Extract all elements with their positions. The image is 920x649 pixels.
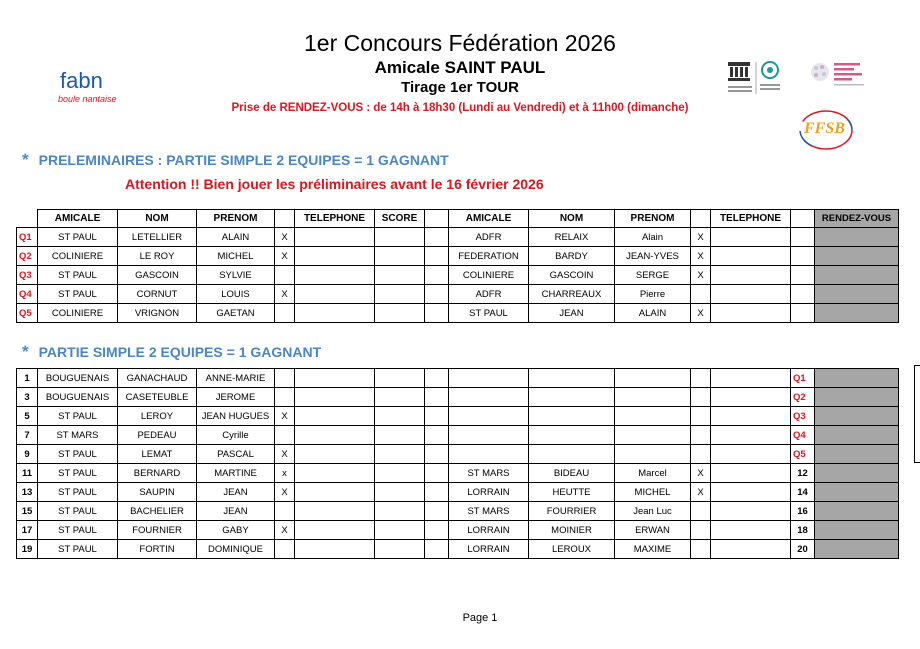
x-cell-2 xyxy=(691,426,711,445)
nom-cell: BERNARD xyxy=(118,464,197,483)
nom-cell: LEROY xyxy=(118,407,197,426)
row-id: Q3 xyxy=(17,266,38,285)
amicale-cell: ST PAUL xyxy=(38,228,118,247)
x-cell-2 xyxy=(691,502,711,521)
nom-cell-2: MOINIER xyxy=(529,521,615,540)
blank-cell-2 xyxy=(791,304,815,323)
prenom-cell-2: Marcel xyxy=(615,464,691,483)
blank-cell-2 xyxy=(791,228,815,247)
telephone-cell-2 xyxy=(711,228,791,247)
telephone-cell xyxy=(295,407,375,426)
score-cell xyxy=(375,540,425,559)
x-cell: X xyxy=(275,445,295,464)
telephone-cell-2 xyxy=(711,483,791,502)
rendez-vous-ref: 12 xyxy=(791,464,815,483)
nom-cell-2 xyxy=(529,426,615,445)
amicale-cell-2: LORRAIN xyxy=(449,540,529,559)
blank-cell-2 xyxy=(791,247,815,266)
score-cell xyxy=(375,426,425,445)
x-cell xyxy=(275,540,295,559)
rendez-vous-cell xyxy=(815,247,899,266)
amicale-cell: ST PAUL xyxy=(38,521,118,540)
nom-cell: LETELLIER xyxy=(118,228,197,247)
score-cell xyxy=(375,304,425,323)
prenom-cell: GABY xyxy=(197,521,275,540)
x-cell: X xyxy=(275,521,295,540)
amicale-cell: ST PAUL xyxy=(38,540,118,559)
page-edge-fragment xyxy=(914,365,920,463)
score-cell xyxy=(375,369,425,388)
row-id: Q2 xyxy=(17,247,38,266)
blank-cell xyxy=(425,502,449,521)
row-id: 19 xyxy=(17,540,38,559)
blank-cell xyxy=(425,228,449,247)
blank-cell xyxy=(425,426,449,445)
col-prenom: PRENOM xyxy=(197,210,275,228)
col-prenom-2: PRENOM xyxy=(615,210,691,228)
nom-cell-2: RELAIX xyxy=(529,228,615,247)
nom-cell: FOURNIER xyxy=(118,521,197,540)
x-cell-2: X xyxy=(691,304,711,323)
x-cell: x xyxy=(275,464,295,483)
amicale-cell: ST PAUL xyxy=(38,502,118,521)
table-row xyxy=(17,228,899,247)
rendez-vous-cell xyxy=(815,407,899,426)
telephone-cell xyxy=(295,285,375,304)
table-row xyxy=(17,407,899,426)
prenom-cell-2: Alain xyxy=(615,228,691,247)
row-id: 17 xyxy=(17,521,38,540)
col-telephone-2: TELEPHONE xyxy=(711,210,791,228)
x-cell-2: X xyxy=(691,247,711,266)
telephone-cell xyxy=(295,369,375,388)
rendez-vous-cell xyxy=(815,445,899,464)
nom-cell-2: FOURRIER xyxy=(529,502,615,521)
prenom-cell: ALAIN xyxy=(197,228,275,247)
x-cell xyxy=(275,426,295,445)
telephone-cell xyxy=(295,426,375,445)
prenom-cell: JEAN HUGUES xyxy=(197,407,275,426)
telephone-cell xyxy=(295,266,375,285)
prenom-cell: JEROME xyxy=(197,388,275,407)
table-row xyxy=(17,304,899,323)
x-cell-2 xyxy=(691,407,711,426)
table-row xyxy=(17,483,899,502)
rendez-vous-ref: Q5 xyxy=(791,445,815,464)
col-blank xyxy=(425,210,449,228)
rendez-vous-cell xyxy=(815,502,899,521)
telephone-cell xyxy=(295,464,375,483)
tour-label: Tirage 1er TOUR xyxy=(401,79,519,96)
table-row xyxy=(17,502,899,521)
row-id: Q4 xyxy=(17,285,38,304)
blank-cell xyxy=(425,445,449,464)
nom-cell-2: JEAN xyxy=(529,304,615,323)
nom-cell: LE ROY xyxy=(118,247,197,266)
row-id: 1 xyxy=(17,369,38,388)
prenom-cell-2 xyxy=(615,388,691,407)
blank-cell-2 xyxy=(791,266,815,285)
prenom-cell-2: Pierre xyxy=(615,285,691,304)
x-cell: X xyxy=(275,247,295,266)
score-cell xyxy=(375,521,425,540)
star-icon: * xyxy=(22,150,29,169)
prenom-cell-2 xyxy=(615,426,691,445)
x-cell-2: X xyxy=(691,483,711,502)
row-id: 3 xyxy=(17,388,38,407)
prenom-cell: JEAN xyxy=(197,502,275,521)
row-id: 7 xyxy=(17,426,38,445)
rendez-vous-ref: Q3 xyxy=(791,407,815,426)
rendez-vous-cell xyxy=(815,540,899,559)
telephone-cell-2 xyxy=(711,540,791,559)
score-cell xyxy=(375,464,425,483)
x-cell xyxy=(275,369,295,388)
nom-cell-2: BIDEAU xyxy=(529,464,615,483)
ffsb-logo xyxy=(796,108,856,152)
nom-cell: BACHELIER xyxy=(118,502,197,521)
table-row xyxy=(17,426,899,445)
telephone-cell-2 xyxy=(711,407,791,426)
amicale-cell-2: ST MARS xyxy=(449,464,529,483)
section-partie-simple-title: * PARTIE SIMPLE 2 EQUIPES = 1 GAGNANT xyxy=(22,342,322,361)
amicale-cell: BOUGUENAIS xyxy=(38,369,118,388)
nom-cell-2: LEROUX xyxy=(529,540,615,559)
telephone-cell-2 xyxy=(711,247,791,266)
x-cell xyxy=(275,266,295,285)
telephone-cell-2 xyxy=(711,388,791,407)
amicale-cell-2: ADFR xyxy=(449,285,529,304)
score-cell xyxy=(375,445,425,464)
warning-text: Attention !! Bien jouer les préliminaires avant le 16 février 2026 xyxy=(125,176,544,192)
prenom-cell-2: MAXIME xyxy=(615,540,691,559)
rendez-vous-ref: 14 xyxy=(791,483,815,502)
x-cell: X xyxy=(275,407,295,426)
nom-cell-2 xyxy=(529,407,615,426)
prenom-cell: SYLVIE xyxy=(197,266,275,285)
amicale-cell-2 xyxy=(449,388,529,407)
table-row xyxy=(17,464,899,483)
telephone-cell-2 xyxy=(711,285,791,304)
prenom-cell: PASCAL xyxy=(197,445,275,464)
score-cell xyxy=(375,502,425,521)
amicale-cell: ST PAUL xyxy=(38,445,118,464)
x-cell: X xyxy=(275,483,295,502)
prenom-cell-2: MICHEL xyxy=(615,483,691,502)
telephone-cell-2 xyxy=(711,304,791,323)
prenom-cell: ANNE-MARIE xyxy=(197,369,275,388)
telephone-cell-2 xyxy=(711,502,791,521)
x-cell-2: X xyxy=(691,266,711,285)
col-blank-2 xyxy=(791,210,815,228)
rendez-vous-cell xyxy=(815,228,899,247)
partie-simple-table xyxy=(16,368,899,559)
x-cell-2 xyxy=(691,388,711,407)
score-cell xyxy=(375,388,425,407)
telephone-cell xyxy=(295,304,375,323)
prenom-cell: MICHEL xyxy=(197,247,275,266)
rendez-vous-ref: Q4 xyxy=(791,426,815,445)
blank-cell xyxy=(425,407,449,426)
x-cell-2: X xyxy=(691,464,711,483)
x-cell-2: X xyxy=(691,228,711,247)
blank-cell-2 xyxy=(791,285,815,304)
patrimoine-logo xyxy=(808,60,888,96)
rendez-vous-cell xyxy=(815,304,899,323)
amicale-cell-2: ADFR xyxy=(449,228,529,247)
telephone-cell-2 xyxy=(711,266,791,285)
x-cell xyxy=(275,388,295,407)
row-id: 11 xyxy=(17,464,38,483)
blank-cell xyxy=(425,540,449,559)
blank-cell xyxy=(425,483,449,502)
nom-cell-2: GASCOIN xyxy=(529,266,615,285)
blank-cell xyxy=(425,266,449,285)
prenom-cell-2: ERWAN xyxy=(615,521,691,540)
rendez-vous-cell xyxy=(815,388,899,407)
blank-cell xyxy=(425,247,449,266)
amicale-cell-2: LORRAIN xyxy=(449,521,529,540)
section-preliminaires-title: * PRELEMINAIRES : PARTIE SIMPLE 2 EQUIPES = 1 GAGNANT xyxy=(22,150,449,169)
nom-cell: GANACHAUD xyxy=(118,369,197,388)
table-row xyxy=(17,388,899,407)
club-name: Amicale SAINT PAUL xyxy=(374,58,546,77)
prenom-cell: JEAN xyxy=(197,483,275,502)
appointment-info: Prise de RENDEZ-VOUS : de 14h à 18h30 (Lundi au Vendredi) et à 11h00 (dimanche) xyxy=(231,102,689,114)
col-x xyxy=(275,210,295,228)
x-cell: X xyxy=(275,285,295,304)
col-amicale: AMICALE xyxy=(38,210,118,228)
table-row xyxy=(17,521,899,540)
fabn-logo xyxy=(52,68,132,108)
table-row xyxy=(17,369,899,388)
score-cell xyxy=(375,407,425,426)
fabn-logo-text: fabn xyxy=(60,68,103,93)
prenom-cell-2 xyxy=(615,369,691,388)
prenom-cell: MARTINE xyxy=(197,464,275,483)
x-cell-2 xyxy=(691,369,711,388)
amicale-cell: ST PAUL xyxy=(38,285,118,304)
row-id: 15 xyxy=(17,502,38,521)
amicale-cell-2 xyxy=(449,407,529,426)
amicale-cell: ST PAUL xyxy=(38,483,118,502)
nom-cell-2: BARDY xyxy=(529,247,615,266)
nom-cell-2 xyxy=(529,369,615,388)
nom-cell: CORNUT xyxy=(118,285,197,304)
x-cell-2 xyxy=(691,540,711,559)
x-cell xyxy=(275,304,295,323)
nom-cell: CASETEUBLE xyxy=(118,388,197,407)
nom-cell: FORTIN xyxy=(118,540,197,559)
col-score: SCORE xyxy=(375,210,425,228)
blank-cell xyxy=(425,369,449,388)
telephone-cell-2 xyxy=(711,369,791,388)
nom-cell-2: CHARREAUX xyxy=(529,285,615,304)
nom-cell: SAUPIN xyxy=(118,483,197,502)
amicale-cell-2: ST MARS xyxy=(449,502,529,521)
blank-cell xyxy=(425,388,449,407)
blank-cell xyxy=(425,304,449,323)
col-nom-2: NOM xyxy=(529,210,615,228)
preliminaires-table xyxy=(16,209,899,323)
nom-cell-2 xyxy=(529,388,615,407)
telephone-cell-2 xyxy=(711,445,791,464)
nom-cell-2: HEUTTE xyxy=(529,483,615,502)
amicale-cell: COLINIERE xyxy=(38,304,118,323)
telephone-cell xyxy=(295,388,375,407)
blank-cell xyxy=(425,521,449,540)
prenom-cell-2: Jean Luc xyxy=(615,502,691,521)
amicale-cell: BOUGUENAIS xyxy=(38,388,118,407)
score-cell xyxy=(375,228,425,247)
score-cell xyxy=(375,247,425,266)
page-title: 1er Concours Fédération 2026 xyxy=(304,30,616,56)
prenom-cell: Cyrille xyxy=(197,426,275,445)
fabn-logo-subtext: boule nantaise xyxy=(58,94,117,104)
amicale-cell: ST MARS xyxy=(38,426,118,445)
rendez-vous-cell xyxy=(815,464,899,483)
row-id: 9 xyxy=(17,445,38,464)
unesco-logo xyxy=(726,60,806,100)
rendez-vous-ref: Q2 xyxy=(791,388,815,407)
page-number: Page 1 xyxy=(462,612,498,624)
col-rendez-vous: RENDEZ-VOUS xyxy=(815,210,899,228)
prenom-cell: GAETAN xyxy=(197,304,275,323)
score-cell xyxy=(375,483,425,502)
amicale-cell-2 xyxy=(449,426,529,445)
star-icon: * xyxy=(22,342,29,361)
nom-cell: LEMAT xyxy=(118,445,197,464)
amicale-cell-2 xyxy=(449,445,529,464)
prenom-cell-2 xyxy=(615,445,691,464)
amicale-cell: ST PAUL xyxy=(38,464,118,483)
telephone-cell xyxy=(295,502,375,521)
prenom-cell-2 xyxy=(615,407,691,426)
row-id: Q1 xyxy=(17,228,38,247)
rendez-vous-ref: 18 xyxy=(791,521,815,540)
prenom-cell: LOUIS xyxy=(197,285,275,304)
nom-cell: GASCOIN xyxy=(118,266,197,285)
amicale-cell-2: ST PAUL xyxy=(449,304,529,323)
x-cell-2 xyxy=(691,521,711,540)
amicale-cell-2 xyxy=(449,369,529,388)
rendez-vous-cell xyxy=(815,369,899,388)
col-nom: NOM xyxy=(118,210,197,228)
amicale-cell: ST PAUL xyxy=(38,266,118,285)
x-cell xyxy=(275,502,295,521)
blank-cell xyxy=(425,464,449,483)
telephone-cell xyxy=(295,483,375,502)
row-id: Q5 xyxy=(17,304,38,323)
telephone-cell-2 xyxy=(711,521,791,540)
table-row xyxy=(17,266,899,285)
prenom-cell: DOMINIQUE xyxy=(197,540,275,559)
nom-cell: VRIGNON xyxy=(118,304,197,323)
rendez-vous-cell xyxy=(815,266,899,285)
rendez-vous-cell xyxy=(815,521,899,540)
amicale-cell-2: COLINIERE xyxy=(449,266,529,285)
score-cell xyxy=(375,266,425,285)
telephone-cell xyxy=(295,228,375,247)
rendez-vous-cell xyxy=(815,483,899,502)
rendez-vous-ref: Q1 xyxy=(791,369,815,388)
prenom-cell-2: JEAN-YVES xyxy=(615,247,691,266)
telephone-cell xyxy=(295,521,375,540)
x-cell: X xyxy=(275,228,295,247)
col-amicale-2: AMICALE xyxy=(449,210,529,228)
score-cell xyxy=(375,285,425,304)
telephone-cell-2 xyxy=(711,464,791,483)
x-cell-2 xyxy=(691,445,711,464)
row-id: 13 xyxy=(17,483,38,502)
x-cell-2 xyxy=(691,285,711,304)
col-x-2 xyxy=(691,210,711,228)
telephone-cell xyxy=(295,247,375,266)
col-telephone: TELEPHONE xyxy=(295,210,375,228)
table-header-row xyxy=(17,210,899,228)
telephone-cell xyxy=(295,445,375,464)
amicale-cell-2: FEDERATION xyxy=(449,247,529,266)
telephone-cell-2 xyxy=(711,426,791,445)
row-id: 5 xyxy=(17,407,38,426)
nom-cell: PEDEAU xyxy=(118,426,197,445)
amicale-cell: ST PAUL xyxy=(38,407,118,426)
table-row xyxy=(17,540,899,559)
nom-cell-2 xyxy=(529,445,615,464)
ffsb-logo-text: FFSB xyxy=(804,120,845,137)
table-row xyxy=(17,285,899,304)
prenom-cell-2: ALAIN xyxy=(615,304,691,323)
amicale-cell-2: LORRAIN xyxy=(449,483,529,502)
table-row xyxy=(17,445,899,464)
telephone-cell xyxy=(295,540,375,559)
rendez-vous-ref: 16 xyxy=(791,502,815,521)
rendez-vous-cell xyxy=(815,285,899,304)
table-row xyxy=(17,247,899,266)
blank-cell xyxy=(425,285,449,304)
rendez-vous-cell xyxy=(815,426,899,445)
rendez-vous-ref: 20 xyxy=(791,540,815,559)
amicale-cell: COLINIERE xyxy=(38,247,118,266)
prenom-cell-2: SERGE xyxy=(615,266,691,285)
